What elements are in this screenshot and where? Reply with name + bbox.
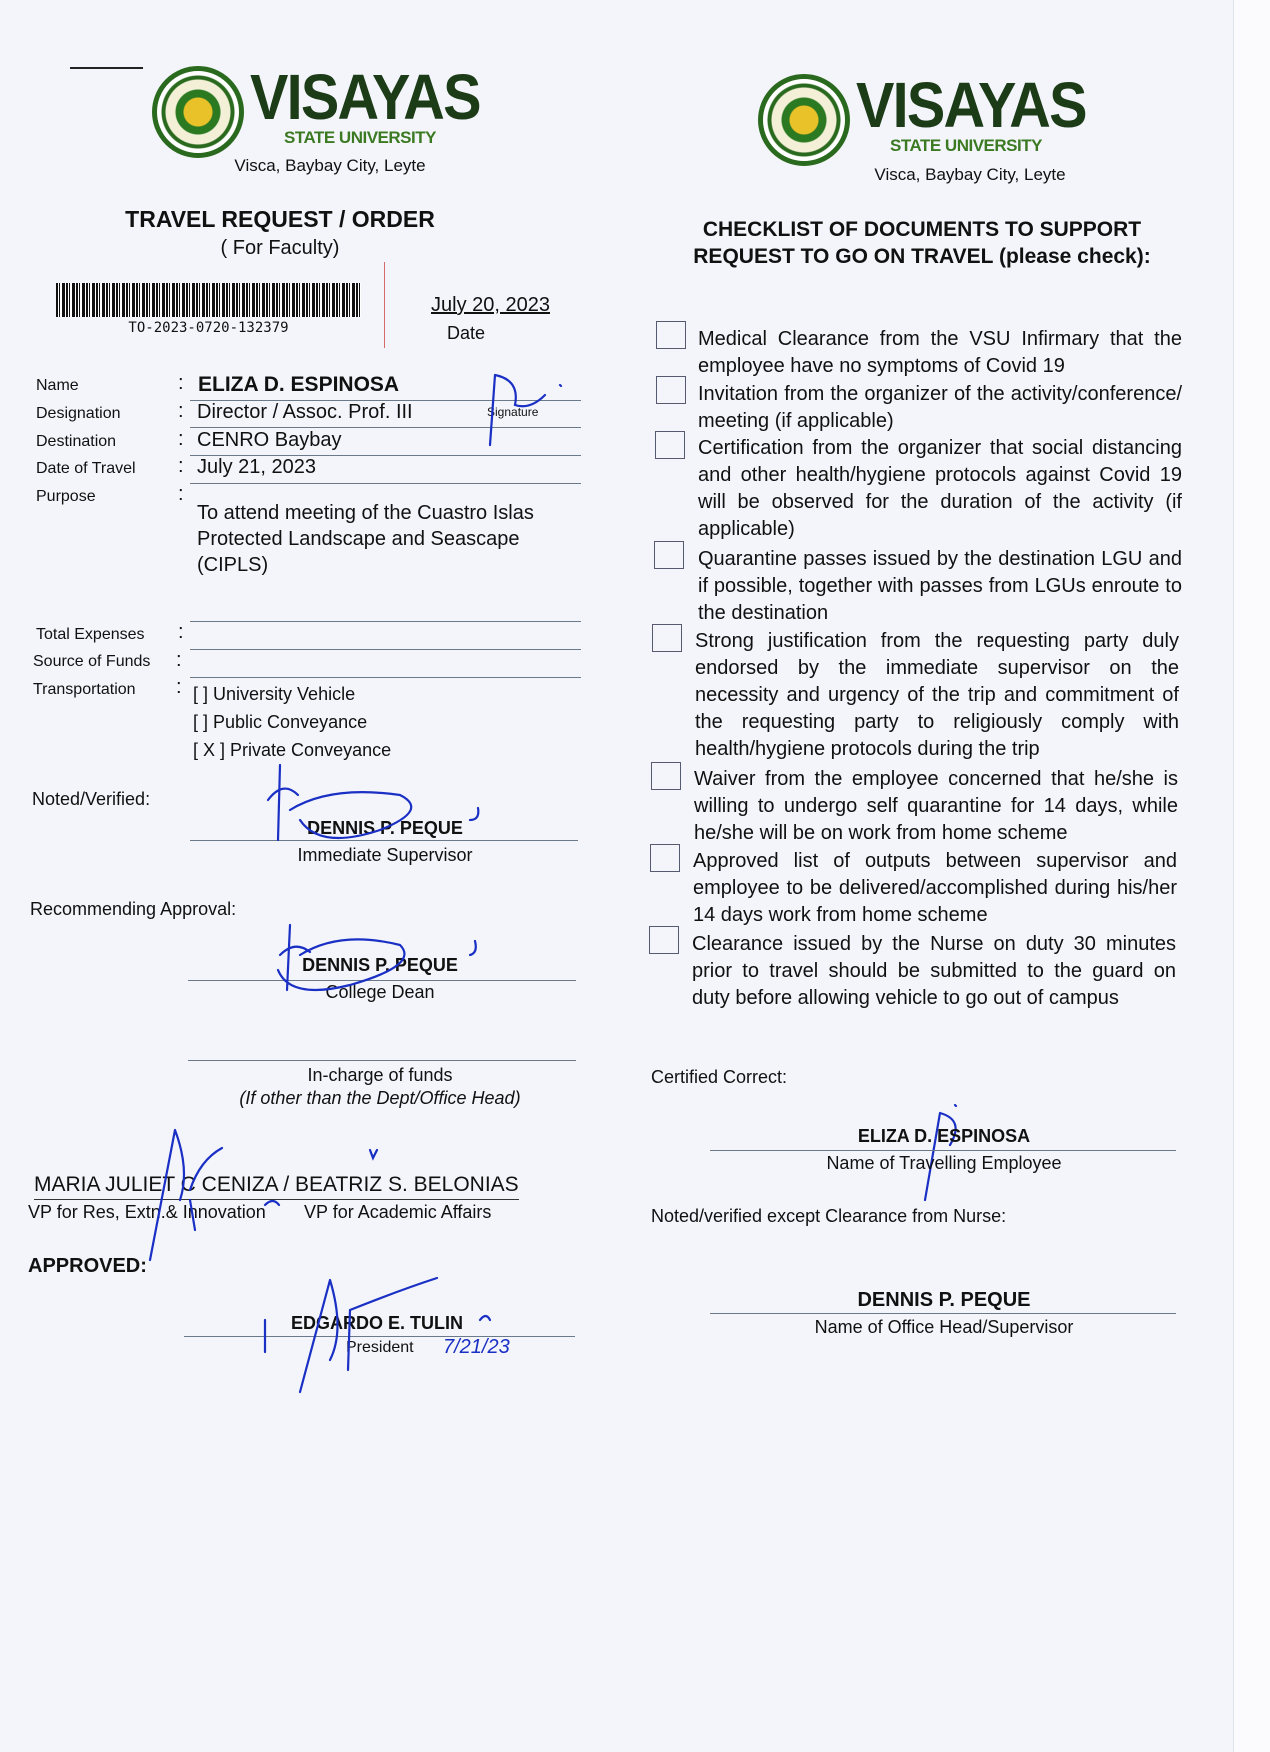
purpose-label: Purpose: [36, 488, 96, 505]
noted-title: Immediate Supervisor: [297, 845, 473, 865]
name-value: ELIZA D. ESPINOSA: [198, 373, 400, 396]
vp2-title: VP for Academic Affairs: [304, 1202, 492, 1222]
checklist-item: Strong justification from the requesting party duly endorsed by the immediate supervisor on the necessity and urgency of the trip and commitment of the requesting party to religiously comply with health/hygiene protocols during the trip: [695, 630, 1179, 760]
head-title: Name of Office Head/Supervisor: [814, 1317, 1074, 1337]
president-name: EDGARDO E. TULIN: [291, 1313, 464, 1333]
checkbox-quarantine-passes[interactable]: [654, 541, 684, 569]
checkbox-approved-outputs[interactable]: [650, 844, 680, 872]
checklist-item: Waiver from the employee concerned that he/she is willing to undergo self quarantine for 14 days, while he/she will be on work from home scheme: [694, 768, 1178, 844]
colon: :: [178, 455, 184, 477]
recommending-label: Recommending Approval:: [30, 899, 237, 919]
checkbox-certification[interactable]: [655, 431, 685, 459]
colon: :: [178, 372, 184, 394]
employee-name: ELIZA D. ESPINOSA: [857, 1126, 1031, 1146]
noted-label: Noted/Verified:: [32, 789, 151, 809]
designation-value: Director / Assoc. Prof. III: [197, 401, 413, 423]
university-seal: [758, 74, 850, 166]
certified-label: Certified Correct:: [651, 1067, 788, 1087]
date-of-travel-label: Date of Travel: [36, 460, 136, 477]
checklist-item: Medical Clearance from the VSU Infirmary that the employee have no symptoms of Covid 19: [698, 328, 1182, 377]
logo-wordmark: VISAYAS: [250, 61, 480, 133]
destination-label: Destination: [36, 433, 117, 450]
date-of-travel-value: July 21, 2023: [197, 456, 316, 478]
checkbox-medical-clearance[interactable]: [656, 321, 686, 349]
vp-names: MARIA JULIET C CENIZA / BEATRIZ S. BELONIAS: [34, 1173, 519, 1200]
form-subtitle: ( For Faculty): [220, 237, 340, 259]
colon: :: [176, 649, 182, 671]
head-name: DENNIS P. PEQUE: [857, 1289, 1031, 1311]
checkbox-nurse-clearance[interactable]: [649, 926, 679, 954]
option-university-vehicle[interactable]: [ ] University Vehicle: [193, 684, 356, 704]
checkbox-strong-justification[interactable]: [652, 624, 682, 652]
checklist-item: Quarantine passes issued by the destination LGU and if possible, together with passes from LGUs enroute to the destination: [698, 548, 1182, 624]
recommending-name: DENNIS P. PEQUE: [302, 955, 458, 975]
funds-label: In-charge of funds: [307, 1065, 453, 1085]
destination-value: CENRO Baybay: [197, 429, 342, 451]
university-logo-right: [758, 69, 1111, 166]
option-private-conveyance[interactable]: [ X ] Private Conveyance: [193, 740, 392, 760]
logo-wordmark: VISAYAS: [856, 69, 1086, 141]
employee-title: Name of Travelling Employee: [826, 1153, 1062, 1173]
university-address: Visca, Baybay City, Leyte: [874, 165, 1066, 184]
form-title: TRAVEL REQUEST / ORDER: [125, 206, 435, 232]
recommending-title: College Dean: [325, 982, 435, 1002]
colon: :: [178, 621, 184, 643]
checklist-item: Approved list of outputs between supervisor and employee to be delivered/accomplished during his/her 14 days work from home scheme: [693, 850, 1177, 926]
funds-note: (If other than the Dept/Office Head): [239, 1088, 521, 1108]
source-of-funds-label: Source of Funds: [33, 653, 151, 670]
university-address: Visca, Baybay City, Leyte: [234, 156, 426, 175]
checkbox-waiver[interactable]: [651, 762, 681, 790]
total-expenses-label: Total Expenses: [36, 626, 145, 643]
colon: :: [178, 483, 184, 505]
checklist-title: CHECKLIST OF DOCUMENTS TO SUPPORT REQUEST TO GO ON TRAVEL (please check):: [693, 218, 1151, 268]
checklist-item: Clearance issued by the Nurse on duty 30 minutes prior to travel should be submitted to the guard on duty before allowing vehicle to go out of campus: [692, 933, 1176, 1009]
logo-subname: STATE UNIVERSITY: [890, 136, 1042, 155]
option-public-conveyance[interactable]: [ ] Public Conveyance: [193, 712, 368, 732]
president-title: President: [346, 1339, 414, 1356]
checkbox-invitation[interactable]: [656, 376, 686, 404]
transportation-label: Transportation: [33, 681, 136, 698]
designation-label: Designation: [36, 405, 121, 422]
barcode-number: TO-2023-0720-132379: [128, 320, 289, 336]
noted-except-label: Noted/verified except Clearance from Nurse:: [651, 1206, 1007, 1226]
date-label: Date: [447, 323, 486, 343]
colon: :: [178, 428, 184, 450]
logo-subname: STATE UNIVERSITY: [284, 128, 436, 147]
signature-label: Signature: [487, 405, 539, 419]
vp1-title: VP for Res, Extn.& Innovation: [28, 1202, 266, 1222]
request-date: July 20, 2023: [431, 294, 550, 316]
purpose-value: To attend meeting of the Cuastro Islas Protected Landscape and Seascape (CIPLS): [197, 502, 534, 576]
checklist-item: Certification from the organizer that social distancing and other health/hygiene protocols against Covid 19 will be observed for the duration of the activity (if applicable): [698, 437, 1182, 540]
name-label: Name: [36, 377, 79, 394]
approved-label: APPROVED:: [28, 1255, 147, 1277]
colon: :: [178, 400, 184, 422]
noted-name: DENNIS P. PEQUE: [307, 818, 463, 838]
colon: :: [176, 676, 182, 698]
president-date-handwritten: 7/21/23: [443, 1336, 510, 1358]
checklist-item: Invitation from the organizer of the activity/conference/ meeting (if applicable): [698, 383, 1182, 432]
